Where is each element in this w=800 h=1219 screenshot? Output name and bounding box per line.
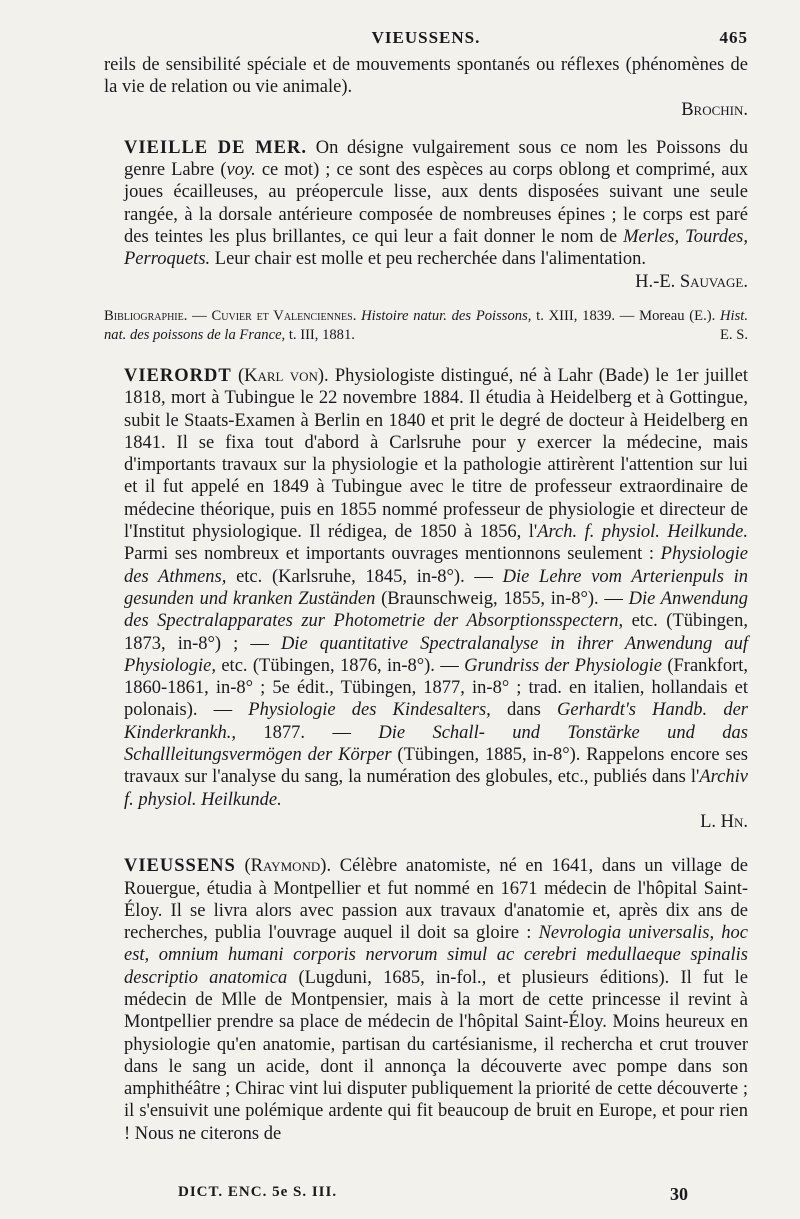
signature-mark: DICT. ENC. 5e S. III. xyxy=(178,1184,338,1200)
entry-vierordt-signature: L. Hn. xyxy=(700,811,748,832)
entry-text: (Lugduni, 1685, in-fol., et plusieurs éditions). Il fut le médecin de Mlle de Montpensier, mais à la mort de cette princesse il revint à Montpellier prendre sa place de médecin de l'hôpital Saint-Éloy. Moins heureux en physiologie qu'en anatomie, partisan du cartésianisme, il rechercha et crut trouver dans le sang un acide, dont il annonça la découverte avec pompe dans son amphithéâtre ; Chirac vint lui disputer publiquement la priorité de cette découverte ; il s'ensuivit une polémique ardente qui fit beaucoup de bruit en Europe, et pour rien ! Nous ne citerons de xyxy=(124,967,748,1144)
entry-italic: Arch. f. physiol. Heilkunde. xyxy=(537,522,748,543)
entry-text: On désigne vulgairement sous ce nom les Poissons du genre Labre ( xyxy=(124,137,749,181)
entry-italic: Grundriss der Physiologie xyxy=(464,655,662,676)
entry-vieussens-body xyxy=(104,855,748,1145)
entry-vieille-signature: H.-E. Sauvage. xyxy=(635,271,748,292)
entry-text: (Tübingen, 1885, in-8°). Rappelons encore ses travaux sur l'analyse du sang, la numération des globules, etc., publiés dans l' xyxy=(124,745,748,788)
running-title: VIEUSSENS. xyxy=(371,28,481,47)
entry-person-name: (Raymond). xyxy=(235,856,332,877)
biblio-text: t. XIII, 1839. — Moreau (E.). xyxy=(531,307,720,324)
entry-italic: Die Lehre vom Arterienpuls in gesunden und kranken Zuständen xyxy=(124,566,748,609)
page-number: 465 xyxy=(719,28,748,47)
entry-vieussens xyxy=(104,855,748,1145)
entry-italic: Physiologie des Kindesalters, xyxy=(248,700,491,721)
entry-vieille-de-mer xyxy=(104,137,748,345)
entry-text: etc. (Karlsruhe, 1845, in-8°). — xyxy=(226,566,503,587)
entry-italic: voy. xyxy=(226,160,256,181)
bibliography-label: Bibliographie. xyxy=(104,307,188,324)
entry-text: etc. (Tübingen, 1873, in-8°) ; — xyxy=(124,611,748,654)
entry-text: (Braunschweig, 1855, in-8°). — xyxy=(375,588,629,609)
entry-vierordt xyxy=(104,365,748,833)
biblio-title: Hist. nat. des poissons de la France, xyxy=(104,307,748,343)
entry-text: Parmi ses nombreux et importants ouvrages mentionnons seulement : xyxy=(124,544,661,565)
entry-text: dans xyxy=(490,700,558,721)
entry-italic: Archiv f. physiol. Heilkunde. xyxy=(124,767,748,810)
entry-vierordt-body xyxy=(104,365,748,833)
entry-text: etc. (Tübingen, 1876, in-8°). — xyxy=(215,655,465,676)
bibliography-vieille xyxy=(104,307,748,345)
biblio-text: t. III, 1881. xyxy=(285,326,355,343)
running-head xyxy=(104,28,748,54)
biblio-text: — Cuvier et Valenciennes. xyxy=(187,307,362,324)
entry-person-name: (Karl von). xyxy=(231,365,329,386)
biblio-title: Histoire natur. des Poissons, xyxy=(361,307,532,324)
entry-italic: Die Schall- und Tonstärke und das Schallleitungsvermögen der Körper xyxy=(124,722,748,766)
entry-italic: Nevrologia universalis, hoc est, omnium humani corporis nervorum simul ac cerebri medullaeque spinalis descriptio anatomica xyxy=(124,923,748,988)
entry-text: ce mot) ; ce sont des espèces au corps oblong et comprimé, aux joues écailleuses, au préopercule lisse, aux dents disposées suivant une seule rangée, à la dorsale antérieure composée de nombreuses épines ; le corps est paré des teintes les plus brillantes, ce qui leur a fait donner le nom de xyxy=(124,160,748,248)
bibliography-signature: E. S. xyxy=(720,326,748,343)
headword-vieussens: VIEUSSENS xyxy=(124,856,236,877)
entry-italic: Physiologie des Athmens, xyxy=(124,544,748,587)
entry-vieille-body xyxy=(104,137,748,293)
entry-text: Physiologiste distingué, né à Lahr (Bade) le 1er juillet 1818, mort à Tubingue le 22 novembre 1884. Il étudia à Heidelberg et à Gottingue, subit le Staats-Examen à Berlin en 1840 et prit le degré de docteur à Heidelberg en 1841. Il se fixa tout d'abord à Carlsruhe pour y exercer la médecine, mais d'importants travaux sur la physiologie et la pathologie attirèrent l'attention sur lui et il fut appelé en 1849 à Tubingue avec le titre de professeur extraordinaire de médecine théorique, puis en 1855 nommé professeur de physiologie et directeur de l'Institut physiologique. Il rédigea, de 1850 à 1856, l' xyxy=(124,365,748,543)
prev-entry-text: reils de sensibilité spéciale et de mouvements spontanés ou réflexes (phénomènes de la vie de relation ou vie animale). xyxy=(104,55,748,98)
entry-italic: Die quantitative Spectralanalyse in ihrer Anwendung auf Physiologie, xyxy=(124,633,749,676)
headword-vierordt: VIERORDT xyxy=(124,365,232,386)
entry-italic: Merles, Tourdes, Perroquets. xyxy=(124,227,748,270)
entry-text: 1877. — xyxy=(236,722,379,743)
entry-italic: Gerhardt's Handb. der Kinderkrankh., xyxy=(124,700,748,743)
prev-entry-signature: Brochin. xyxy=(681,99,748,120)
entry-text: Célèbre anatomiste, né en 1641, dans un village de Rouergue, étudia à Montpellier et fut nommé en 1671 médecin de l'hôpital Saint-Éloy. Il se livra alors avec passion aux travaux d'anatomie et, après dix ans de recherches, publia l'ouvrage auquel il doit sa gloire : xyxy=(124,856,748,944)
entry-text: Leur chair est molle et peu recherchée dans l'alimentation. xyxy=(210,249,646,270)
entry-text: (Frankfort, 1860-1861, in-8° ; 5e édit., Tübingen, 1877, in-8° ; trad. en italien, hollandais et polonais). — xyxy=(124,655,748,721)
headword-vieille-de-mer: VIEILLE DE MER. xyxy=(124,137,307,158)
document-page xyxy=(104,28,748,1145)
prev-entry-continuation xyxy=(104,54,748,121)
entry-italic: Die Anwendung des Spectralapparates zur Photometrie der Absorptionsspectern, xyxy=(124,588,748,632)
sheet-number: 30 xyxy=(670,1184,688,1204)
